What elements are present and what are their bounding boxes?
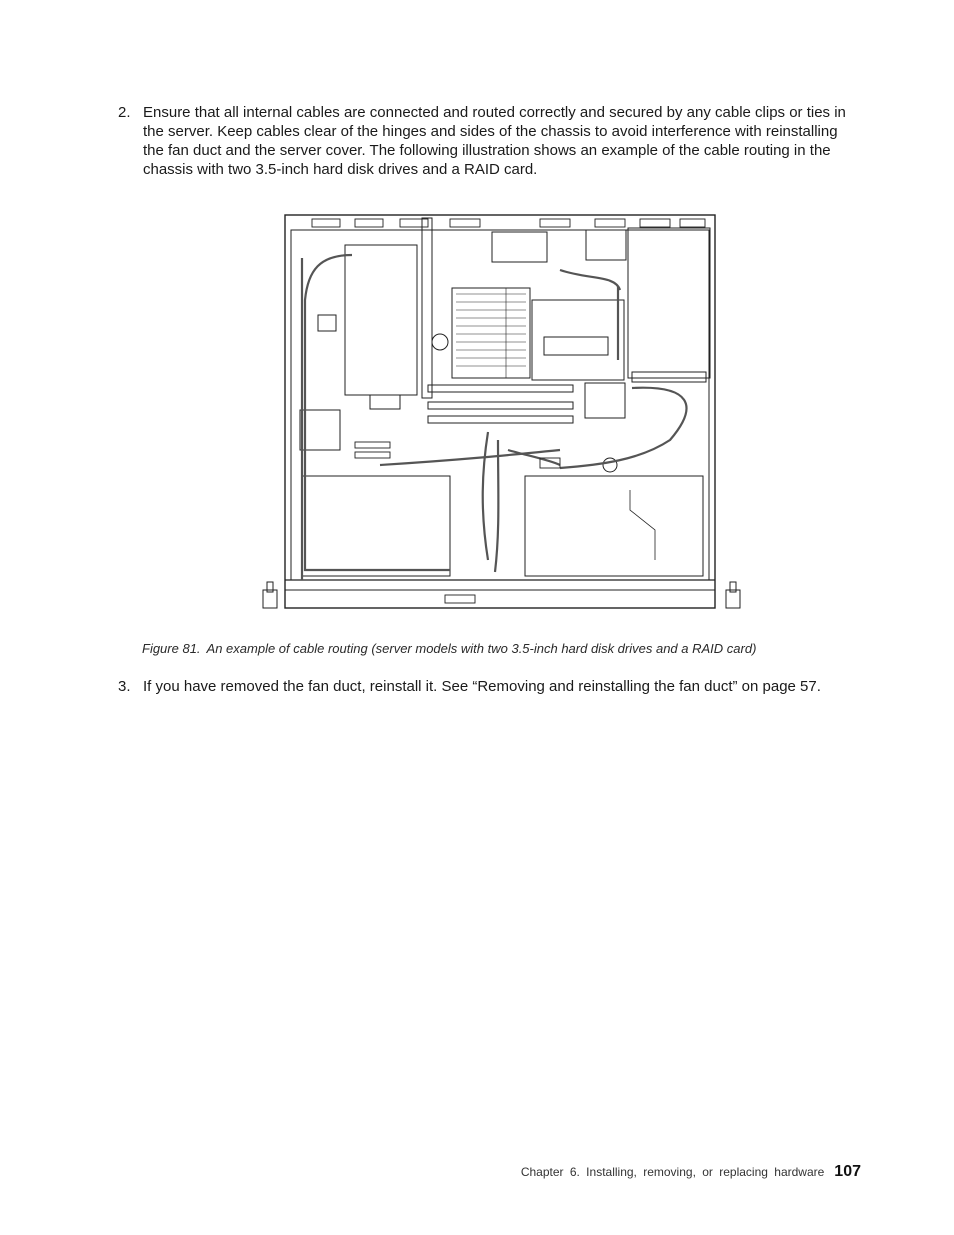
system-board-components xyxy=(318,232,624,472)
figure-label: Figure 81. xyxy=(142,641,201,656)
step-number: 3. xyxy=(118,678,131,695)
cable-connectors xyxy=(355,442,560,603)
chapter-title: Chapter 6. Installing, removing, or replacing hardware xyxy=(520,1165,825,1179)
figure-caption xyxy=(142,640,862,657)
step-2 xyxy=(118,103,858,179)
cpu-heatsink xyxy=(452,288,530,378)
step-3 xyxy=(118,677,858,696)
front-handles xyxy=(263,582,740,608)
step-text: Ensure that all internal cables are connected and routed correctly and secured by any cable clips or ties in the server. Keep cables clear of the hinges and sides of the chassis to avoid interference with reinstalling the fan duct and the server cover. The following illustration shows an example of the cable routing in the chassis with two 3.5-inch hard disk drives and a RAID card. xyxy=(143,104,846,178)
figure-caption-text: An example of cable routing (server models with two 3.5-inch hard disk drives and a RAID card) xyxy=(206,641,757,656)
chassis-outline xyxy=(285,215,715,608)
step-text: If you have removed the fan duct, reinstall it. See “Removing and reinstalling the fan duct” on page 57. xyxy=(143,678,821,695)
page-footer xyxy=(521,1163,861,1181)
system-fans xyxy=(300,230,626,450)
hard-disk-drive-bay-left xyxy=(302,476,450,576)
optical-drive-bay xyxy=(525,476,703,576)
dimm-slots xyxy=(428,385,573,423)
step-number: 2. xyxy=(118,104,131,121)
rear-panel-slots xyxy=(312,219,705,227)
power-supply xyxy=(628,228,710,382)
cables xyxy=(302,255,686,580)
page-number: 107 xyxy=(834,1163,861,1180)
raid-card xyxy=(345,218,432,409)
cable-routing-illustration xyxy=(260,210,750,618)
